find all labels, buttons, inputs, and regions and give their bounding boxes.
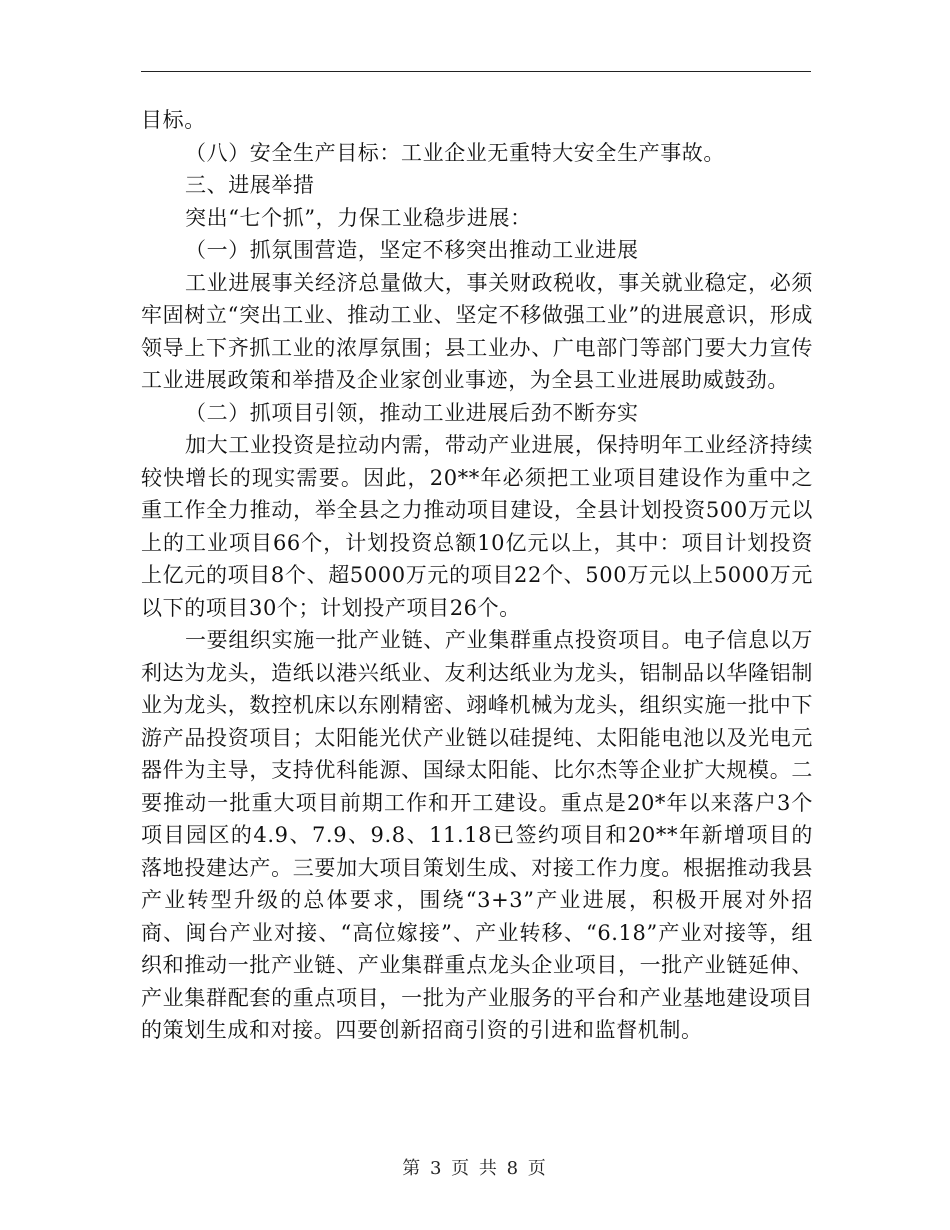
paragraph-investment: 加大工业投资是拉动内需，带动产业进展，保持明年工业经济持续较快增长的现实需要。因此，20**年必须把工业项目建设作为重中之重工作全力推动，举全县之力推动项目建设，全县计划投资500万元以上的工业项目66个，计划投资总额10亿元以上，其中：项目计划投资上亿元的项目8个、超5000万元的项目22个、500万元以上5000万元以下的项目30个；计划投产项目26个。: [141, 433, 813, 620]
paragraph-continuation: 目标。: [141, 108, 206, 132]
subheading-atmosphere: （一）抓氛围营造，坚定不移突出推动工业进展: [185, 238, 639, 262]
subheading-projects: （二）抓项目引领，推动工业进展后劲不断夯实: [185, 400, 639, 425]
paragraph-safety-target: （八）安全生产目标：工业企业无重特大安全生产事故。: [185, 140, 725, 165]
paragraph-atmosphere: 工业进展事关经济总量做大，事关财政税收，事关就业稳定，必须牢固树立“突出工业、推动工业、坚定不移做强工业”的进展意识，形成领导上下齐抓工业的浓厚氛围；县工业办、广电部门等部门要大力宣传工业进展政策和举措及企业家创业事迹，为全县工业进展助威鼓劲。: [141, 270, 813, 392]
page-number: 第 3 页 共 8 页: [402, 1158, 548, 1179]
paragraph-project-details: 一要组织实施一批产业链、产业集群重点投资项目。电子信息以万利达为龙头，造纸以港兴纸业、友利达纸业为龙头，铝制品以华隆铝制业为龙头，数控机床以东刚精密、翊峰机械为龙头，组织实施一批中下游产品投资项目；太阳能光伏产业链以硅提纯、太阳能电池以及光电元器件为主导，支持优科能源、国绿太阳能、比尔杰等企业扩大规模。二要推动一批重大项目前期工作和开工建设。重点是20*年以来落户3个项目园区的4.9、7.9、9.8、11.18已签约项目和20**年新增项目的落地投建达产。三要加大项目策划生成、对接工作力度。根据推动我县产业转型升级的总体要求，围绕“3+3”产业进展，积极开展对外招商、闽台产业对接、“高位嫁接”、产业转移、“6.18”产业对接等，组织和推动一批产业链、产业集群重点龙头企业项目，一批产业链延伸、产业集群配套的重点项目，一批为产业服务的平台和产业基地建设项目的策划生成和对接。四要创新招商引资的引进和监督机制。: [141, 628, 813, 1042]
paragraph-seven-grasps: 突出“七个抓”，力保工业稳步进展：: [185, 205, 532, 230]
document-body: [141, 104, 813, 1047]
section-heading-measures: 三、进展举措: [185, 173, 315, 197]
header-rule: [141, 71, 811, 72]
